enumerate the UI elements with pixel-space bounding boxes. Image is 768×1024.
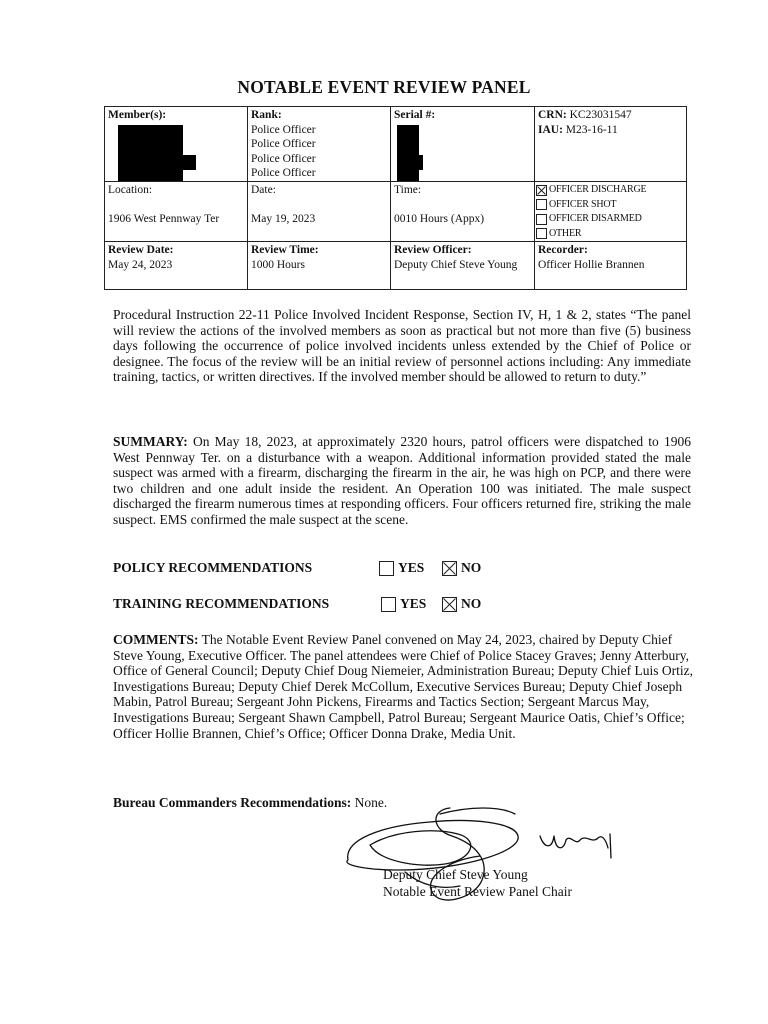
recorder-label: Recorder: <box>538 244 588 256</box>
redaction-bar <box>397 155 423 170</box>
case-numbers-cell <box>535 107 687 182</box>
iau-line <box>538 123 683 138</box>
event-type-officer-shot <box>536 198 683 213</box>
training-yes-option <box>381 596 426 612</box>
iau-label: IAU: <box>538 123 563 136</box>
empty-checkbox-icon <box>536 228 547 239</box>
bureau-commanders-value: None. <box>354 795 388 810</box>
crn-value: KC23031547 <box>569 109 632 121</box>
review-officer-value: Deputy Chief Steve Young <box>394 258 518 271</box>
members-cell <box>105 107 248 182</box>
procedural-instruction-paragraph: Procedural Instruction 22-11 Police Involved Incident Response, Section IV, H, 1 & 2, states “The panel will review the actions of the involved members as soon as practical but not more than five (5) business days following the occurrence of police involved incidents unless extended by the Chief of Police or designee. The focus of the review will be an initial review of personnel actions including: Any immediate training, tactics, or written directives. If the involved member should be allowed to return to duty.” <box>113 307 691 385</box>
training-no-label: NO <box>461 596 482 611</box>
event-type-label: OFFICER DISARMED <box>549 213 642 224</box>
event-type-other <box>536 227 683 242</box>
recorder-value: Officer Hollie Brannen <box>538 258 645 271</box>
review-time-label: Review Time: <box>251 244 319 256</box>
rank-label: Rank: <box>251 109 282 121</box>
time-value: 0010 Hours (Appx) <box>394 212 485 225</box>
checked-box-icon <box>536 185 547 196</box>
training-no-option <box>442 596 481 612</box>
policy-yes-label: YES <box>398 560 425 575</box>
review-date-cell <box>105 242 248 290</box>
location-value: 1906 West Pennway Ter <box>108 212 220 225</box>
date-cell <box>248 182 391 242</box>
location-cell <box>105 182 248 242</box>
date-label: Date: <box>251 184 276 196</box>
event-type-label: OFFICER DISCHARGE <box>549 184 647 195</box>
redaction-bar <box>118 155 196 170</box>
summary-label: SUMMARY: <box>113 434 188 449</box>
crn-line <box>538 108 683 123</box>
time-cell <box>391 182 535 242</box>
policy-recommendations-label: POLICY RECOMMENDATIONS <box>113 560 313 575</box>
crn-label: CRN: <box>538 109 567 121</box>
summary-text: On May 18, 2023, at approximately 2320 hours, patrol officers were dispatched to 1906 West Pennway Ter. on a disturbance with a weapon. Additional information provided stated the male suspect was armed with a firearm, discharging the firearm in the air, he was high on PCP, and there were two children and one adult inside the resident. An Operation 100 was initiated. The male suspect discharged the firearm numerous times at responding officers. Four officers returned fire, striking the male suspect. EMS confirmed the male suspect at the scene. <box>113 434 691 527</box>
rank-item: Police Officer <box>251 138 316 150</box>
bureau-commanders-label: Bureau Commanders Recommendations <box>113 795 347 810</box>
empty-checkbox-icon <box>379 561 394 576</box>
comments-text: The Notable Event Review Panel convened on May 24, 2023, chaired by Deputy Chief Steve Young, Executive Officer. The panel attendees were Chief of Police Stacey Graves; Jenny Atterbury, Office of General Council; Deputy Chief Doug Niemeier, Administration Bureau; Deputy Chief Luis Ortiz, Investigations Bureau; Deputy Chief Derek McCollum, Executive Services Bureau; Deputy Chief Joseph Mabin, Patrol Bureau; Sergeant John Pickens, Firearms and Tactics Section; Sergeant Marcus May, Investigations Bureau; Sergeant Shawn Campbell, Patrol Bureau; Sergeant Maurice Oatis, Chief’s Office; Officer Hollie Brannen, Chief’s Office; Officer Donna Drake, Media Unit. <box>113 632 693 741</box>
policy-yes-option <box>379 560 424 576</box>
summary-paragraph <box>113 434 691 528</box>
review-officer-cell <box>391 242 535 290</box>
serial-label: Serial #: <box>394 109 436 121</box>
rank-item: Police Officer <box>251 167 316 179</box>
handwritten-signature-icon <box>340 800 640 920</box>
review-officer-label: Review Officer: <box>394 244 472 256</box>
event-type-officer-disarmed <box>536 212 683 227</box>
policy-no-label: NO <box>461 560 482 575</box>
review-time-cell <box>248 242 391 290</box>
redaction-bar <box>118 170 183 181</box>
redaction-bar <box>118 125 183 139</box>
redaction-bar <box>397 170 419 181</box>
iau-value: M23-16-11 <box>565 123 618 136</box>
review-date-value: May 24, 2023 <box>108 258 173 271</box>
redaction-bar <box>118 139 183 155</box>
comments-label: COMMENTS: <box>113 632 199 647</box>
date-value: May 19, 2023 <box>251 212 316 225</box>
event-type-label: OTHER <box>549 227 582 239</box>
empty-checkbox-icon <box>381 597 396 612</box>
policy-no-option <box>442 560 481 576</box>
rank-cell <box>248 107 391 182</box>
review-date-label: Review Date: <box>108 244 174 256</box>
document-title: NOTABLE EVENT REVIEW PANEL <box>237 77 531 97</box>
time-label: Time: <box>394 184 422 196</box>
location-label: Location: <box>108 184 153 196</box>
signer-name: Deputy Chief Steve Young <box>383 867 528 882</box>
event-type-label: OFFICER SHOT <box>549 198 617 210</box>
rank-item: Police Officer <box>251 123 316 136</box>
redaction-bar <box>397 125 419 140</box>
event-type-cell <box>535 182 687 242</box>
empty-checkbox-icon <box>536 214 547 225</box>
bureau-commanders-line: Bureau Commanders Recommendations: None. <box>113 795 388 810</box>
members-label: Member(s): <box>108 109 167 121</box>
checked-box-icon <box>442 561 457 576</box>
review-time-value: 1000 Hours <box>251 258 305 271</box>
comments-paragraph <box>113 632 695 741</box>
signature-block <box>340 800 640 920</box>
training-yes-label: YES <box>400 596 427 611</box>
training-recommendations-label: TRAINING RECOMMENDATIONS <box>113 596 330 611</box>
rank-item: Police Officer <box>251 152 316 165</box>
recorder-cell <box>535 242 687 290</box>
event-type-officer-discharge <box>536 183 683 198</box>
incident-header-table <box>104 106 687 290</box>
signer-title: Notable Event Review Panel Chair <box>383 884 572 899</box>
empty-checkbox-icon <box>536 199 547 210</box>
serial-cell <box>391 107 535 182</box>
redaction-bar <box>397 140 419 155</box>
checked-box-icon <box>442 597 457 612</box>
